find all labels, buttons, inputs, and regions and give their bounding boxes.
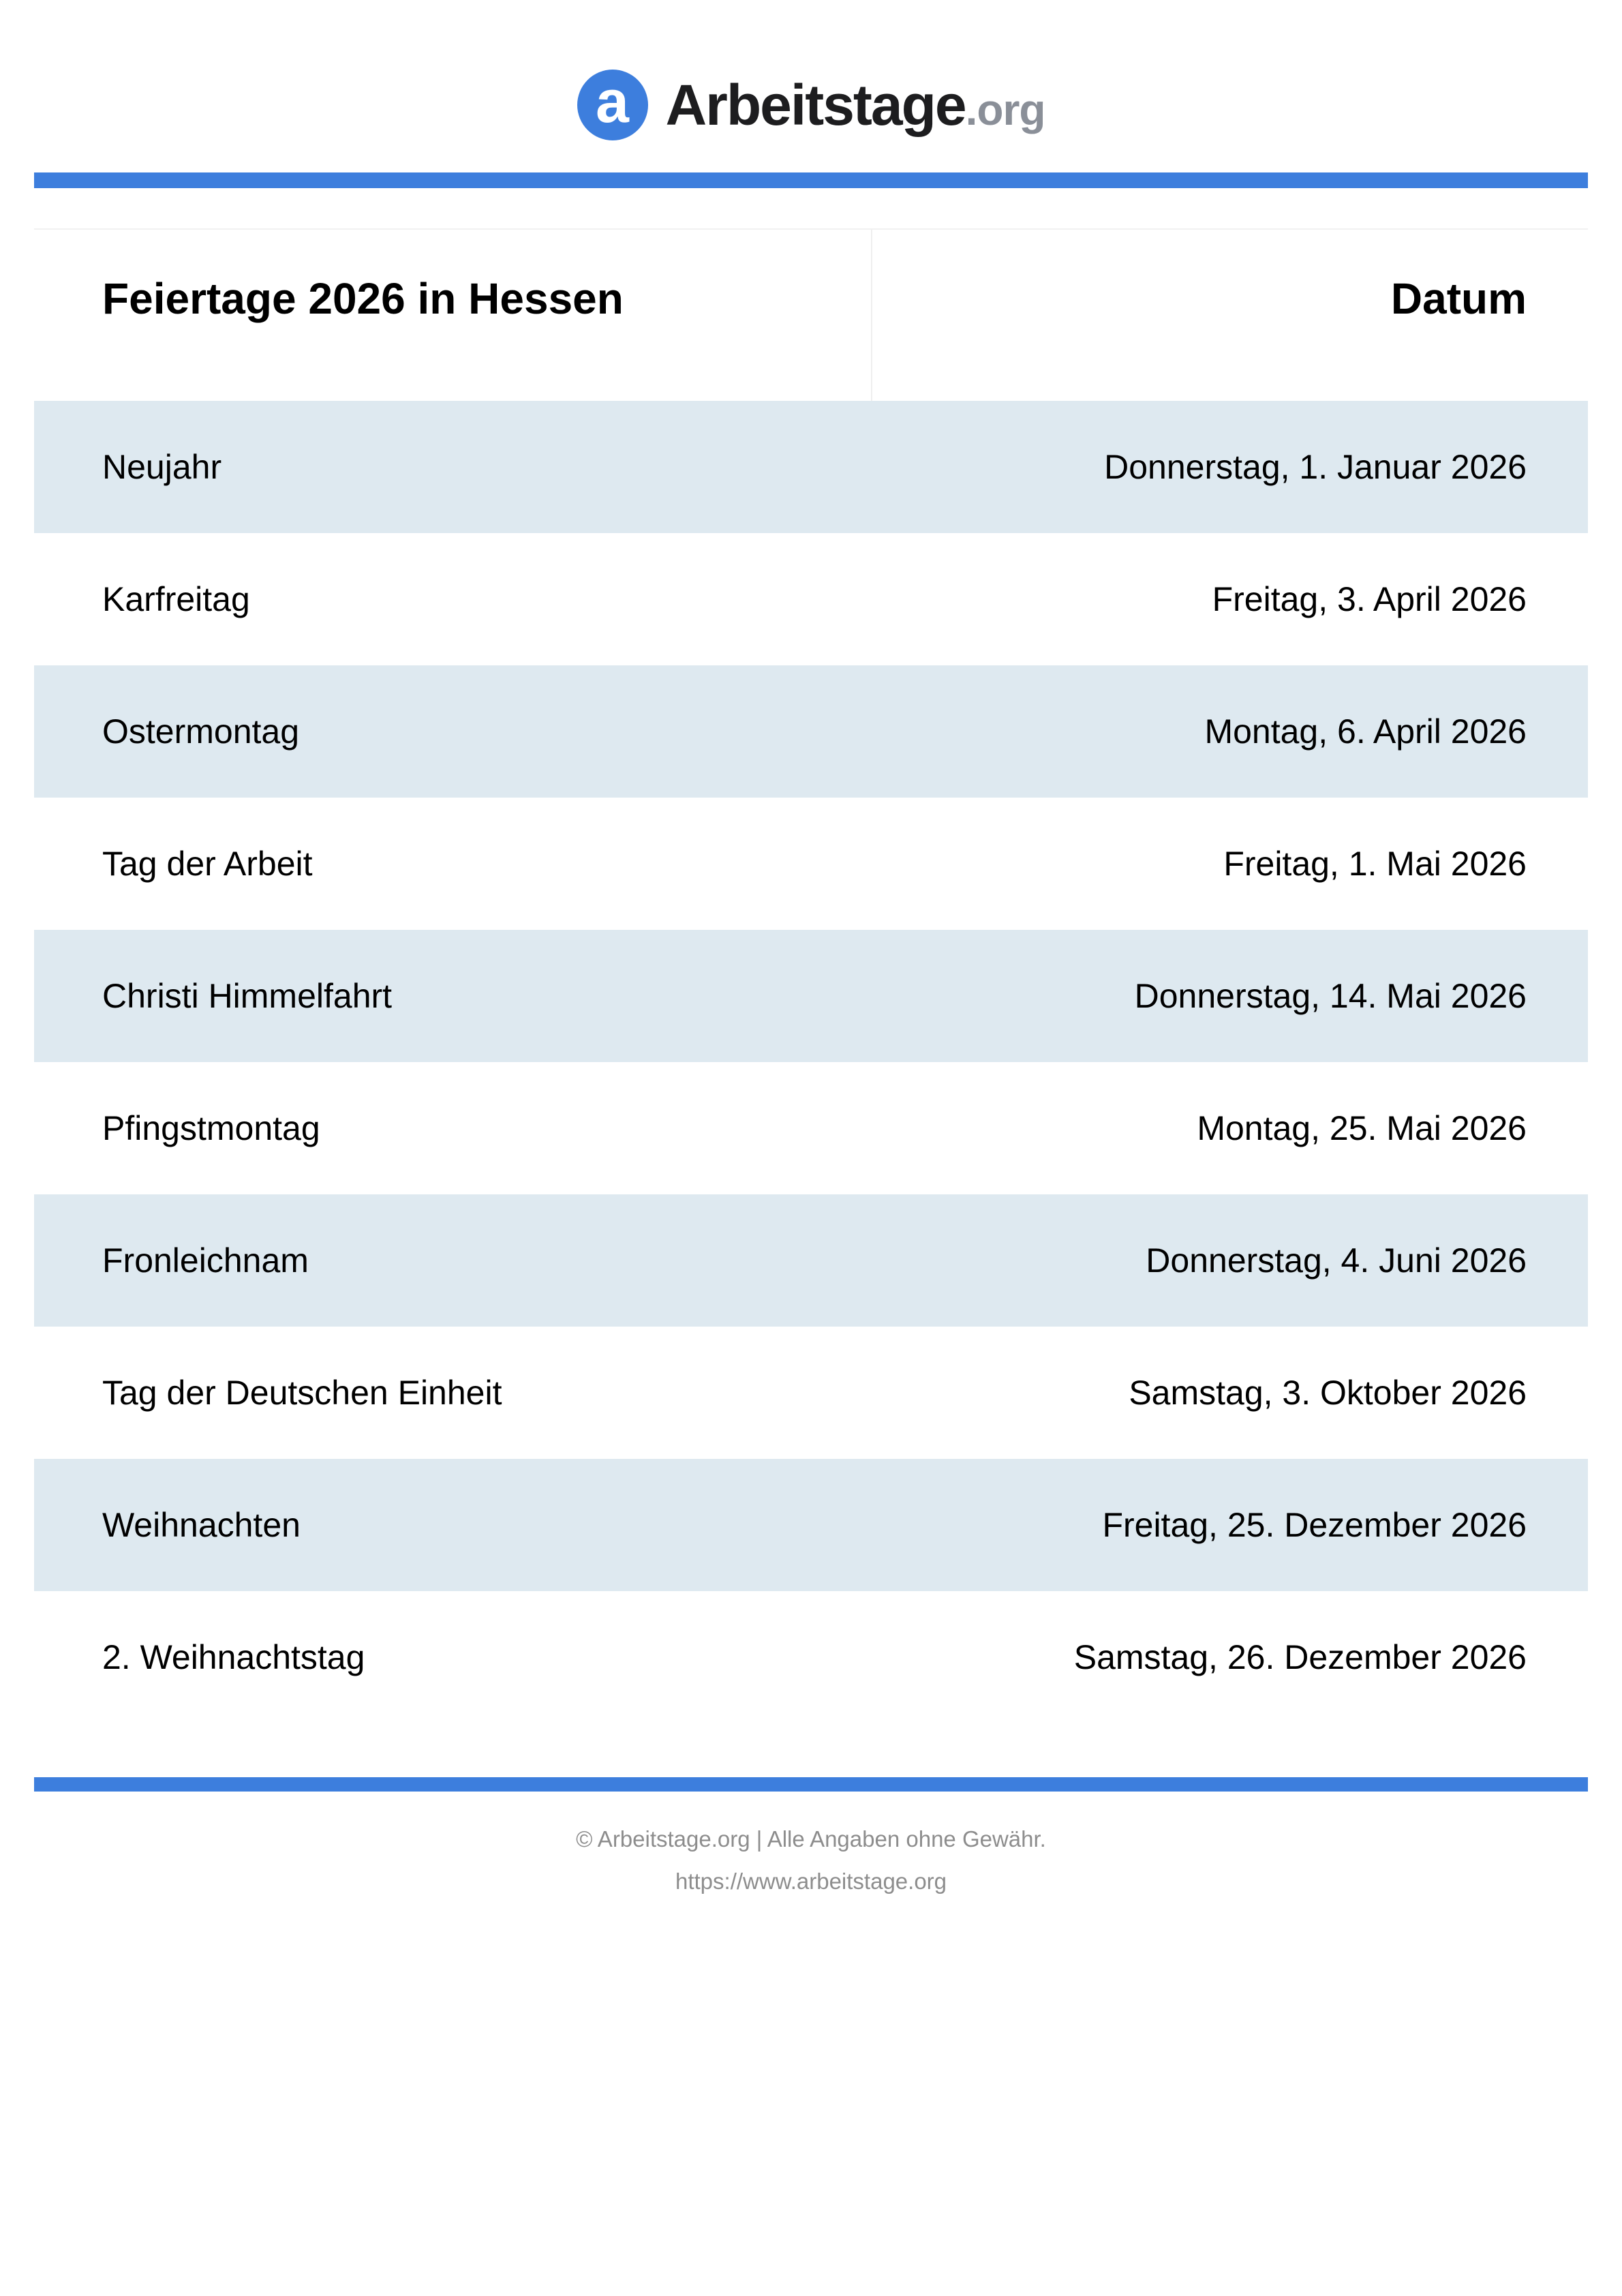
table-row (34, 798, 1588, 930)
page-title: Feiertage 2026 in Hessen (34, 230, 872, 401)
holiday-date: Montag, 25. Mai 2026 (1197, 1109, 1527, 1147)
holiday-table (34, 228, 1588, 1723)
holiday-name: Fronleichnam (102, 1241, 309, 1280)
holiday-name: Weihnachten (102, 1506, 301, 1544)
holiday-name: Pfingstmontag (102, 1109, 320, 1147)
bottom-accent-bar (34, 1777, 1588, 1792)
holiday-name: Ostermontag (102, 712, 300, 751)
holiday-date: Freitag, 3. April 2026 (1212, 580, 1527, 618)
holiday-name: Christi Himmelfahrt (102, 977, 393, 1015)
table-row (34, 665, 1588, 798)
logo-brand-text: Arbeitstage (665, 72, 966, 137)
table-row (34, 930, 1588, 1062)
holiday-name: Tag der Arbeit (102, 845, 313, 883)
footer-copyright: © Arbeitstage.org | Alle Angaben ohne Gewähr. (576, 1826, 1046, 1852)
holiday-date: Samstag, 26. Dezember 2026 (1073, 1638, 1527, 1676)
holiday-date: Donnerstag, 14. Mai 2026 (1134, 977, 1527, 1015)
top-accent-bar (34, 172, 1588, 188)
holiday-date: Donnerstag, 1. Januar 2026 (1104, 448, 1527, 486)
logo-tld-text: .org (965, 85, 1045, 134)
holiday-name: Tag der Deutschen Einheit (102, 1374, 502, 1412)
holiday-name: Neujahr (102, 448, 222, 486)
logo-a-icon (577, 67, 648, 140)
footer-url: https://www.arbeitstage.org (675, 1869, 947, 1894)
site-logo (0, 67, 1622, 140)
holiday-date: Freitag, 25. Dezember 2026 (1102, 1506, 1527, 1544)
table-row (34, 533, 1588, 665)
holiday-date: Montag, 6. April 2026 (1204, 712, 1527, 751)
date-column-header: Datum (1390, 274, 1527, 323)
logo-wordmark (666, 74, 1045, 136)
holiday-date: Samstag, 3. Oktober 2026 (1129, 1374, 1527, 1412)
table-row (34, 1327, 1588, 1459)
table-row (34, 401, 1588, 533)
table-row (34, 1591, 1588, 1723)
table-row (34, 1062, 1588, 1194)
holiday-date: Donnerstag, 4. Juni 2026 (1146, 1241, 1527, 1280)
holiday-name: Karfreitag (102, 580, 250, 618)
table-row (34, 1459, 1588, 1591)
table-row (34, 1194, 1588, 1327)
table-header-row (34, 230, 1588, 401)
logo-letter: a (596, 67, 629, 135)
holiday-date: Freitag, 1. Mai 2026 (1223, 845, 1527, 883)
table-body (34, 401, 1588, 1723)
holiday-name: 2. Weihnachtstag (102, 1638, 365, 1676)
